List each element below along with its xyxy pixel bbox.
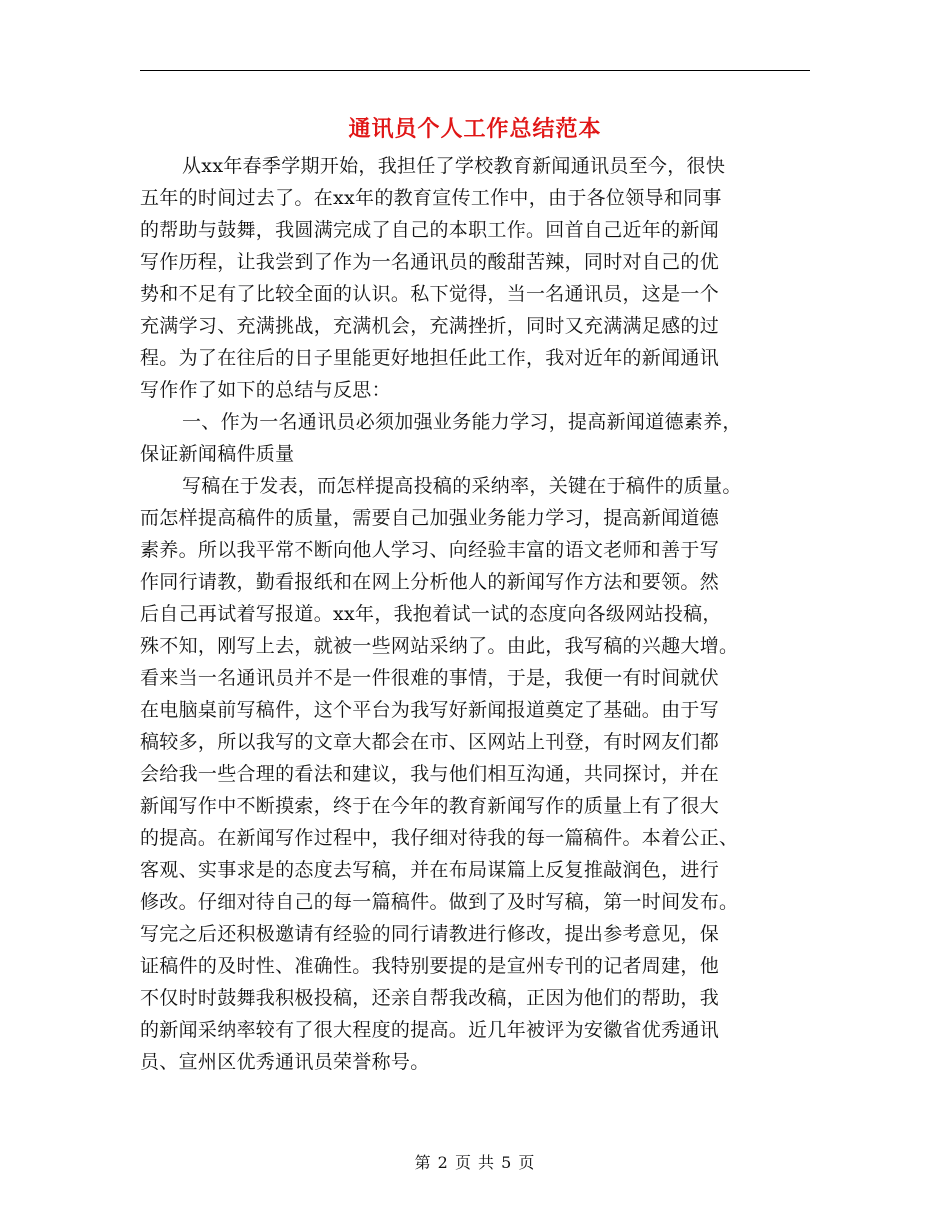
body-line: 势和不足有了比较全面的认识。私下觉得，当一名通讯员，这是一个 (140, 283, 720, 305)
section-heading-line: 保证新闻稿件质量 (140, 443, 295, 465)
body-line: 充满学习、充满挑战，充满机会，充满挫折，同时又充满满足感的过 (140, 315, 720, 337)
body-line: 会给我一些合理的看法和建议，我与他们相互沟通，共同探讨，并在 (140, 763, 720, 785)
body-line: 员、宣州区优秀通讯员荣誉称号。 (140, 1051, 430, 1073)
body-line: 素养。所以我平常不断向他人学习、向经验丰富的语文老师和善于写 (140, 539, 720, 561)
header-rule (140, 70, 810, 71)
body-line: 修改。仔细对待自己的每一篇稿件。做到了及时写稿，第一时间发布。 (140, 891, 739, 913)
body-line: 不仅时时鼓舞我积极投稿，还亲自帮我改稿，正因为他们的帮助，我 (140, 987, 720, 1009)
body-line: 在电脑桌前写稿件，这个平台为我写好新闻报道奠定了基础。由于写 (140, 699, 720, 721)
body-line: 写完之后还积极邀请有经验的同行请教进行修改，提出参考意见，保 (140, 923, 720, 945)
body-line: 从xx年春季学期开始，我担任了学校教育新闻通讯员至今，很快 (182, 155, 726, 177)
page-number-footer: 第 2 页 共 5 页 (414, 1153, 536, 1172)
body-line: 五年的时间过去了。在xx年的教育宣传工作中，由于各位领导和同事 (140, 187, 722, 209)
body-line: 客观、实事求是的态度去写稿，并在布局谋篇上反复推敲润色，进行 (140, 859, 720, 881)
body-line: 写作作了如下的总结与反思： (140, 379, 391, 401)
body-line: 写稿在于发表，而怎样提高投稿的采纳率，关键在于稿件的质量。 (182, 475, 742, 497)
body-line: 而怎样提高稿件的质量，需要自己加强业务能力学习，提高新闻道德 (140, 507, 720, 529)
body-line: 殊不知，刚写上去，就被一些网站采纳了。由此，我写稿的兴趣大增。 (140, 635, 739, 657)
body-line: 作同行请教，勤看报纸和在网上分析他人的新闻写作方法和要领。然 (140, 571, 720, 593)
body-line: 新闻写作中不断摸索，终于在今年的教育新闻写作的质量上有了很大 (140, 795, 720, 817)
body-line: 证稿件的及时性、准确性。我特别要提的是宣州专刊的记者周建，他 (140, 955, 720, 977)
body-line: 稿较多，所以我写的文章大都会在市、区网站上刊登，有时网友们都 (140, 731, 720, 753)
body-line: 的新闻采纳率较有了很大程度的提高。近几年被评为安徽省优秀通讯 (140, 1019, 720, 1041)
body-line: 看来当一名通讯员并不是一件很难的事情，于是，我便一有时间就伏 (140, 667, 720, 689)
body-line: 程。为了在往后的日子里能更好地担任此工作，我对近年的新闻通讯 (140, 347, 720, 369)
body-line: 后自己再试着写报道。xx年，我抱着试一试的态度向各级网站投稿， (140, 603, 722, 625)
section-heading-line: 一、作为一名通讯员必须加强业务能力学习，提高新闻道德素养， (182, 411, 742, 433)
body-line: 的帮助与鼓舞，我圆满完成了自己的本职工作。回首自己近年的新闻 (140, 219, 720, 241)
document-body (140, 150, 810, 1078)
body-line: 的提高。在新闻写作过程中，我仔细对待我的每一篇稿件。本着公正、 (140, 827, 739, 849)
body-line: 写作历程，让我尝到了作为一名通讯员的酸甜苦辣，同时对自己的优 (140, 251, 720, 273)
document-title: 通讯员个人工作总结范本 (348, 116, 602, 142)
